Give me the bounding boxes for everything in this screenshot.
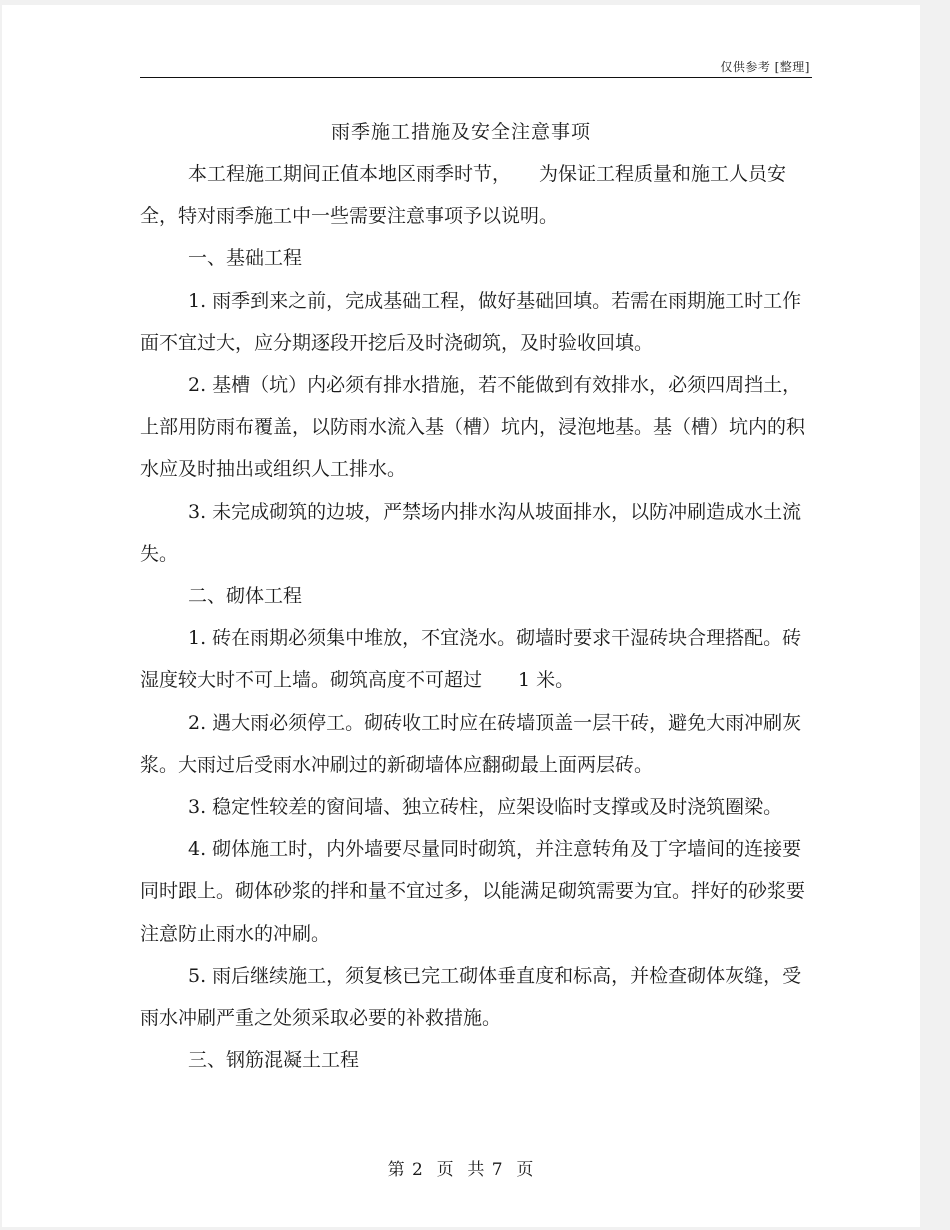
foundation-item-2: 2. 基槽（坑）内必须有排水措施，若不能做到有效排水，必须四周挡土，上部用防雨布覆盖，以防雨水流入基（槽）坑内，浸泡地基。基（槽）坑内的积水应及时抽出或组织人工排水。 (140, 374, 806, 481)
masonry-item-5: 5. 雨后继续施工，须复核已完工砌体垂直度和标高，并检查砌体灰缝，受雨水冲刷严重之处须采取必要的补救措施。 (140, 964, 802, 1030)
foundation-item-3: 3. 未完成砌筑的边坡，严禁场内排水沟从坡面排水，以防冲刷造成水土流失。 (140, 500, 802, 565)
header-rule (140, 77, 812, 78)
page-number: 第 2 页 共 7 页 (387, 1160, 535, 1180)
masonry-item-4: 4. 砌体施工时，内外墙要尽量同时砌筑，并注意转角及丁字墙间的连接要同时跟上。砌体砂浆的拌和量不宜过多，以能满足砌筑需要为宜。拌好的砂浆要注意防止雨水的冲刷。 (140, 838, 806, 945)
header-note: 仅供参考 [整理] (720, 60, 810, 74)
foundation-item-1: 1. 雨季到来之前，完成基础工程，做好基础回填。若需在雨期施工时工作面不宜过大，应分期逐段开挖后及时浇砌筑，及时验收回填。 (140, 289, 802, 354)
section-heading-foundation: 一、基础工程 (188, 247, 303, 270)
masonry-item-2: 2. 遇大雨必须停工。砌砖收工时应在砖墙顶盖一层干砖，避免大雨冲刷灰浆。大雨过后受雨水冲刷过的新砌墙体应翻砌最上面两层砖。 (140, 711, 802, 776)
document-page (2, 5, 920, 1227)
document-body (140, 153, 812, 1081)
section-heading-concrete: 三、钢筋混凝土工程 (188, 1049, 360, 1072)
masonry-item-1: 1. 砖在雨期必须集中堆放，不宜浇水。砌墙时要求干湿砖块合理搭配。砖湿度较大时不可上墙。砌筑高度不可超过 1 米。 (140, 627, 802, 692)
masonry-item-3: 3. 稳定性较差的窗间墙、独立砖柱，应架设临时支撑或及时浇筑圈梁。 (188, 796, 783, 819)
document-title: 雨季施工措施及安全注意事项 (330, 121, 591, 143)
section-heading-masonry: 二、砌体工程 (188, 585, 303, 608)
intro-paragraph: 本工程施工期间正值本地区雨季时节， 为保证工程质量和施工人员安全，特对雨季施工中一些需要注意事项予以说明。 (140, 163, 787, 228)
